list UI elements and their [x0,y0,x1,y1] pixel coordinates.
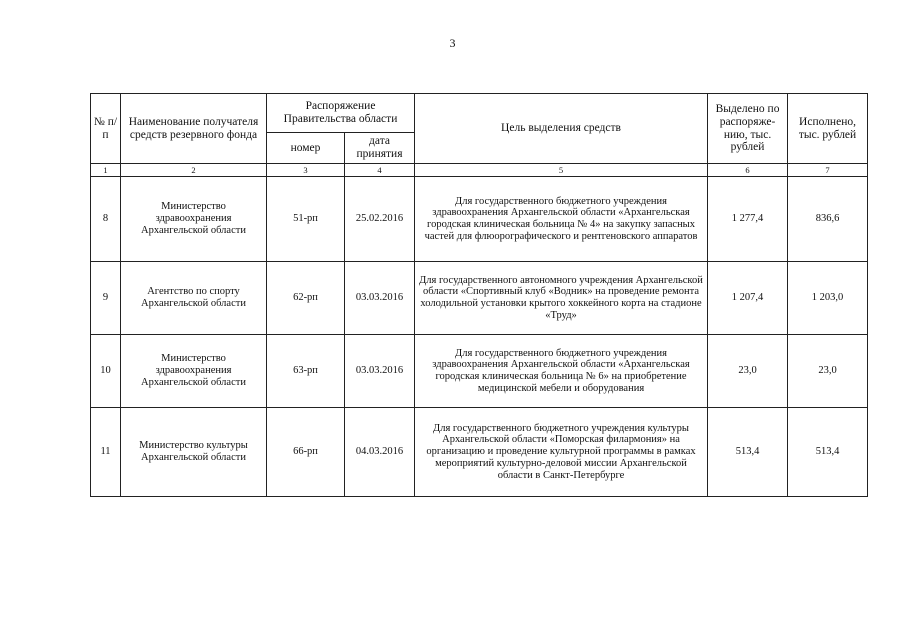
row-purpose: Для государственного бюджетного учреждения здравоохранения Архангельской области «Архангельская городская клиническая больница № 4» на закупку запасных частей для флюорографического и рентгеновского аппаратов [415,177,708,262]
row-executed: 23,0 [788,335,868,408]
row-order-number: 62-рп [267,262,345,335]
header-purpose: Цель выделения средств [415,94,708,164]
column-number: 7 [788,164,868,177]
row-executed: 513,4 [788,408,868,497]
row-num: 10 [91,335,121,408]
row-allocated: 513,4 [708,408,788,497]
row-purpose: Для государственного автономного учреждения Архангельской области «Спортивный клуб «Водник» на проведение ремонта холодильной установки крытого хоккейного корта на стадионе «Труд» [415,262,708,335]
header-order-date: дата принятия [345,133,415,164]
row-recipient: Министерство культуры Архангельской области [121,408,267,497]
row-num: 11 [91,408,121,497]
column-number: 6 [708,164,788,177]
row-order-date: 04.03.2016 [345,408,415,497]
page-number: 3 [449,36,456,50]
row-order-number: 66-рп [267,408,345,497]
column-number: 1 [91,164,121,177]
column-number: 3 [267,164,345,177]
row-executed: 836,6 [788,177,868,262]
row-order-date: 03.03.2016 [345,262,415,335]
header-executed: Исполнено, тыс. рублей [788,94,868,164]
row-order-date: 03.03.2016 [345,335,415,408]
row-purpose: Для государственного бюджетного учреждения культуры Архангельской области «Поморская филармония» на организацию и проведение культурной программы в рамках мероприятий культурно-деловой миссии Архангельской области в Санкт-Петербурге [415,408,708,497]
header-recipient: Наименование получателя средств резервного фонда [121,94,267,164]
header-num: № п/п [91,94,121,164]
header-order-number: номер [267,133,345,164]
table-row [91,408,868,497]
header-order-group: Распоряжение Правительства области [267,94,415,133]
column-number: 4 [345,164,415,177]
row-allocated: 23,0 [708,335,788,408]
header-allocated: Выделено по распоряже-нию, тыс. рублей [708,94,788,164]
row-order-number: 63-рп [267,335,345,408]
row-recipient: Министерство здравоохранения Архангельской области [121,177,267,262]
row-allocated: 1 207,4 [708,262,788,335]
table-row [91,335,868,408]
row-num: 9 [91,262,121,335]
row-num: 8 [91,177,121,262]
column-number: 2 [121,164,267,177]
row-purpose: Для государственного бюджетного учреждения здравоохранения Архангельской области «Архангельская городская клиническая больница № 6» на приобретение медицинской мебели и оборудования [415,335,708,408]
row-order-date: 25.02.2016 [345,177,415,262]
row-recipient: Министерство здравоохранения Архангельской области [121,335,267,408]
row-recipient: Агентство по спорту Архангельской области [121,262,267,335]
table-row [91,262,868,335]
row-allocated: 1 277,4 [708,177,788,262]
row-executed: 1 203,0 [788,262,868,335]
row-order-number: 51-рп [267,177,345,262]
table-row [91,177,868,262]
column-number: 5 [415,164,708,177]
reserve-fund-table [90,93,868,497]
